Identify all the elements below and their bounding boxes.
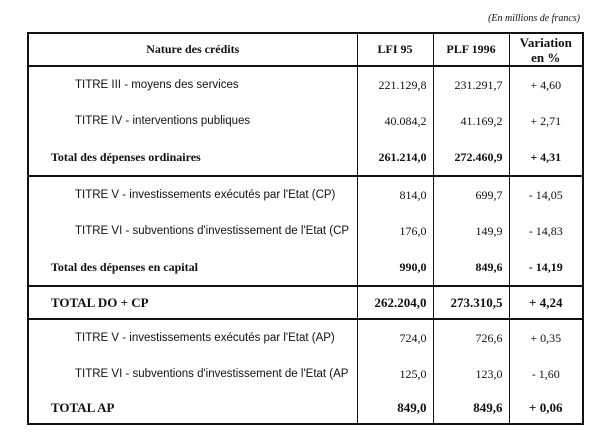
row-plf: 123,0 — [433, 356, 509, 392]
row-lfi: 40.084,2 — [357, 103, 433, 139]
row-variation: - 14,05 — [509, 176, 583, 213]
row-lfi: 724,0 — [357, 319, 433, 356]
table-row — [28, 103, 583, 139]
row-variation: + 4,60 — [509, 66, 583, 103]
table-row-grand-total — [28, 286, 583, 319]
row-label: TITRE VI - subventions d'investissement de l'Etat (CP — [28, 213, 357, 249]
unit-note: (En millions de francs) — [488, 13, 580, 24]
row-label: TITRE V - investissements exécutés par l'Etat (CP) — [28, 176, 357, 213]
header-variation: Variation en % — [509, 33, 583, 66]
row-plf: 849,6 — [433, 392, 509, 424]
row-label: TITRE V - investissements exécutés par l'Etat (AP) — [28, 319, 357, 356]
row-plf: 273.310,5 — [433, 286, 509, 319]
row-plf: 272.460,9 — [433, 139, 509, 176]
row-plf: 231.291,7 — [433, 66, 509, 103]
header-nature: Nature des crédits — [28, 33, 357, 66]
row-variation: + 0,06 — [509, 392, 583, 424]
row-plf: 149,9 — [433, 213, 509, 249]
row-variation: - 1,60 — [509, 356, 583, 392]
row-lfi: 849,0 — [357, 392, 433, 424]
row-label: TITRE III - moyens des services — [28, 66, 357, 103]
row-plf: 699,7 — [433, 176, 509, 213]
table-row-grand-total — [28, 392, 583, 424]
row-lfi: 814,0 — [357, 176, 433, 213]
row-plf: 726,6 — [433, 319, 509, 356]
row-variation: + 0,35 — [509, 319, 583, 356]
header-lfi: LFI 95 — [357, 33, 433, 66]
row-variation: + 4,24 — [509, 286, 583, 319]
table-row — [28, 66, 583, 103]
row-label: TOTAL AP — [28, 392, 357, 424]
row-label: Total des dépenses ordinaires — [28, 139, 357, 176]
header-plf: PLF 1996 — [433, 33, 509, 66]
row-lfi: 221.129,8 — [357, 66, 433, 103]
table-row-total — [28, 139, 583, 176]
row-plf: 849,6 — [433, 249, 509, 286]
table-row — [28, 213, 583, 249]
row-variation: + 4,31 — [509, 139, 583, 176]
table-row-total — [28, 249, 583, 286]
table-row — [28, 356, 583, 392]
row-variation: + 2,71 — [509, 103, 583, 139]
row-label: TITRE IV - interventions publiques — [28, 103, 357, 139]
row-variation: - 14,83 — [509, 213, 583, 249]
header-row — [28, 33, 583, 66]
table-row — [28, 319, 583, 356]
row-plf: 41.169,2 — [433, 103, 509, 139]
table-row — [28, 176, 583, 213]
row-lfi: 125,0 — [357, 356, 433, 392]
row-variation: - 14,19 — [509, 249, 583, 286]
row-label: TITRE VI - subventions d'investissement de l'Etat (AP — [28, 356, 357, 392]
budget-table — [27, 32, 584, 425]
row-lfi: 176,0 — [357, 213, 433, 249]
row-lfi: 262.204,0 — [357, 286, 433, 319]
row-lfi: 261.214,0 — [357, 139, 433, 176]
row-label: Total des dépenses en capital — [28, 249, 357, 286]
row-lfi: 990,0 — [357, 249, 433, 286]
row-label: TOTAL DO + CP — [28, 286, 357, 319]
